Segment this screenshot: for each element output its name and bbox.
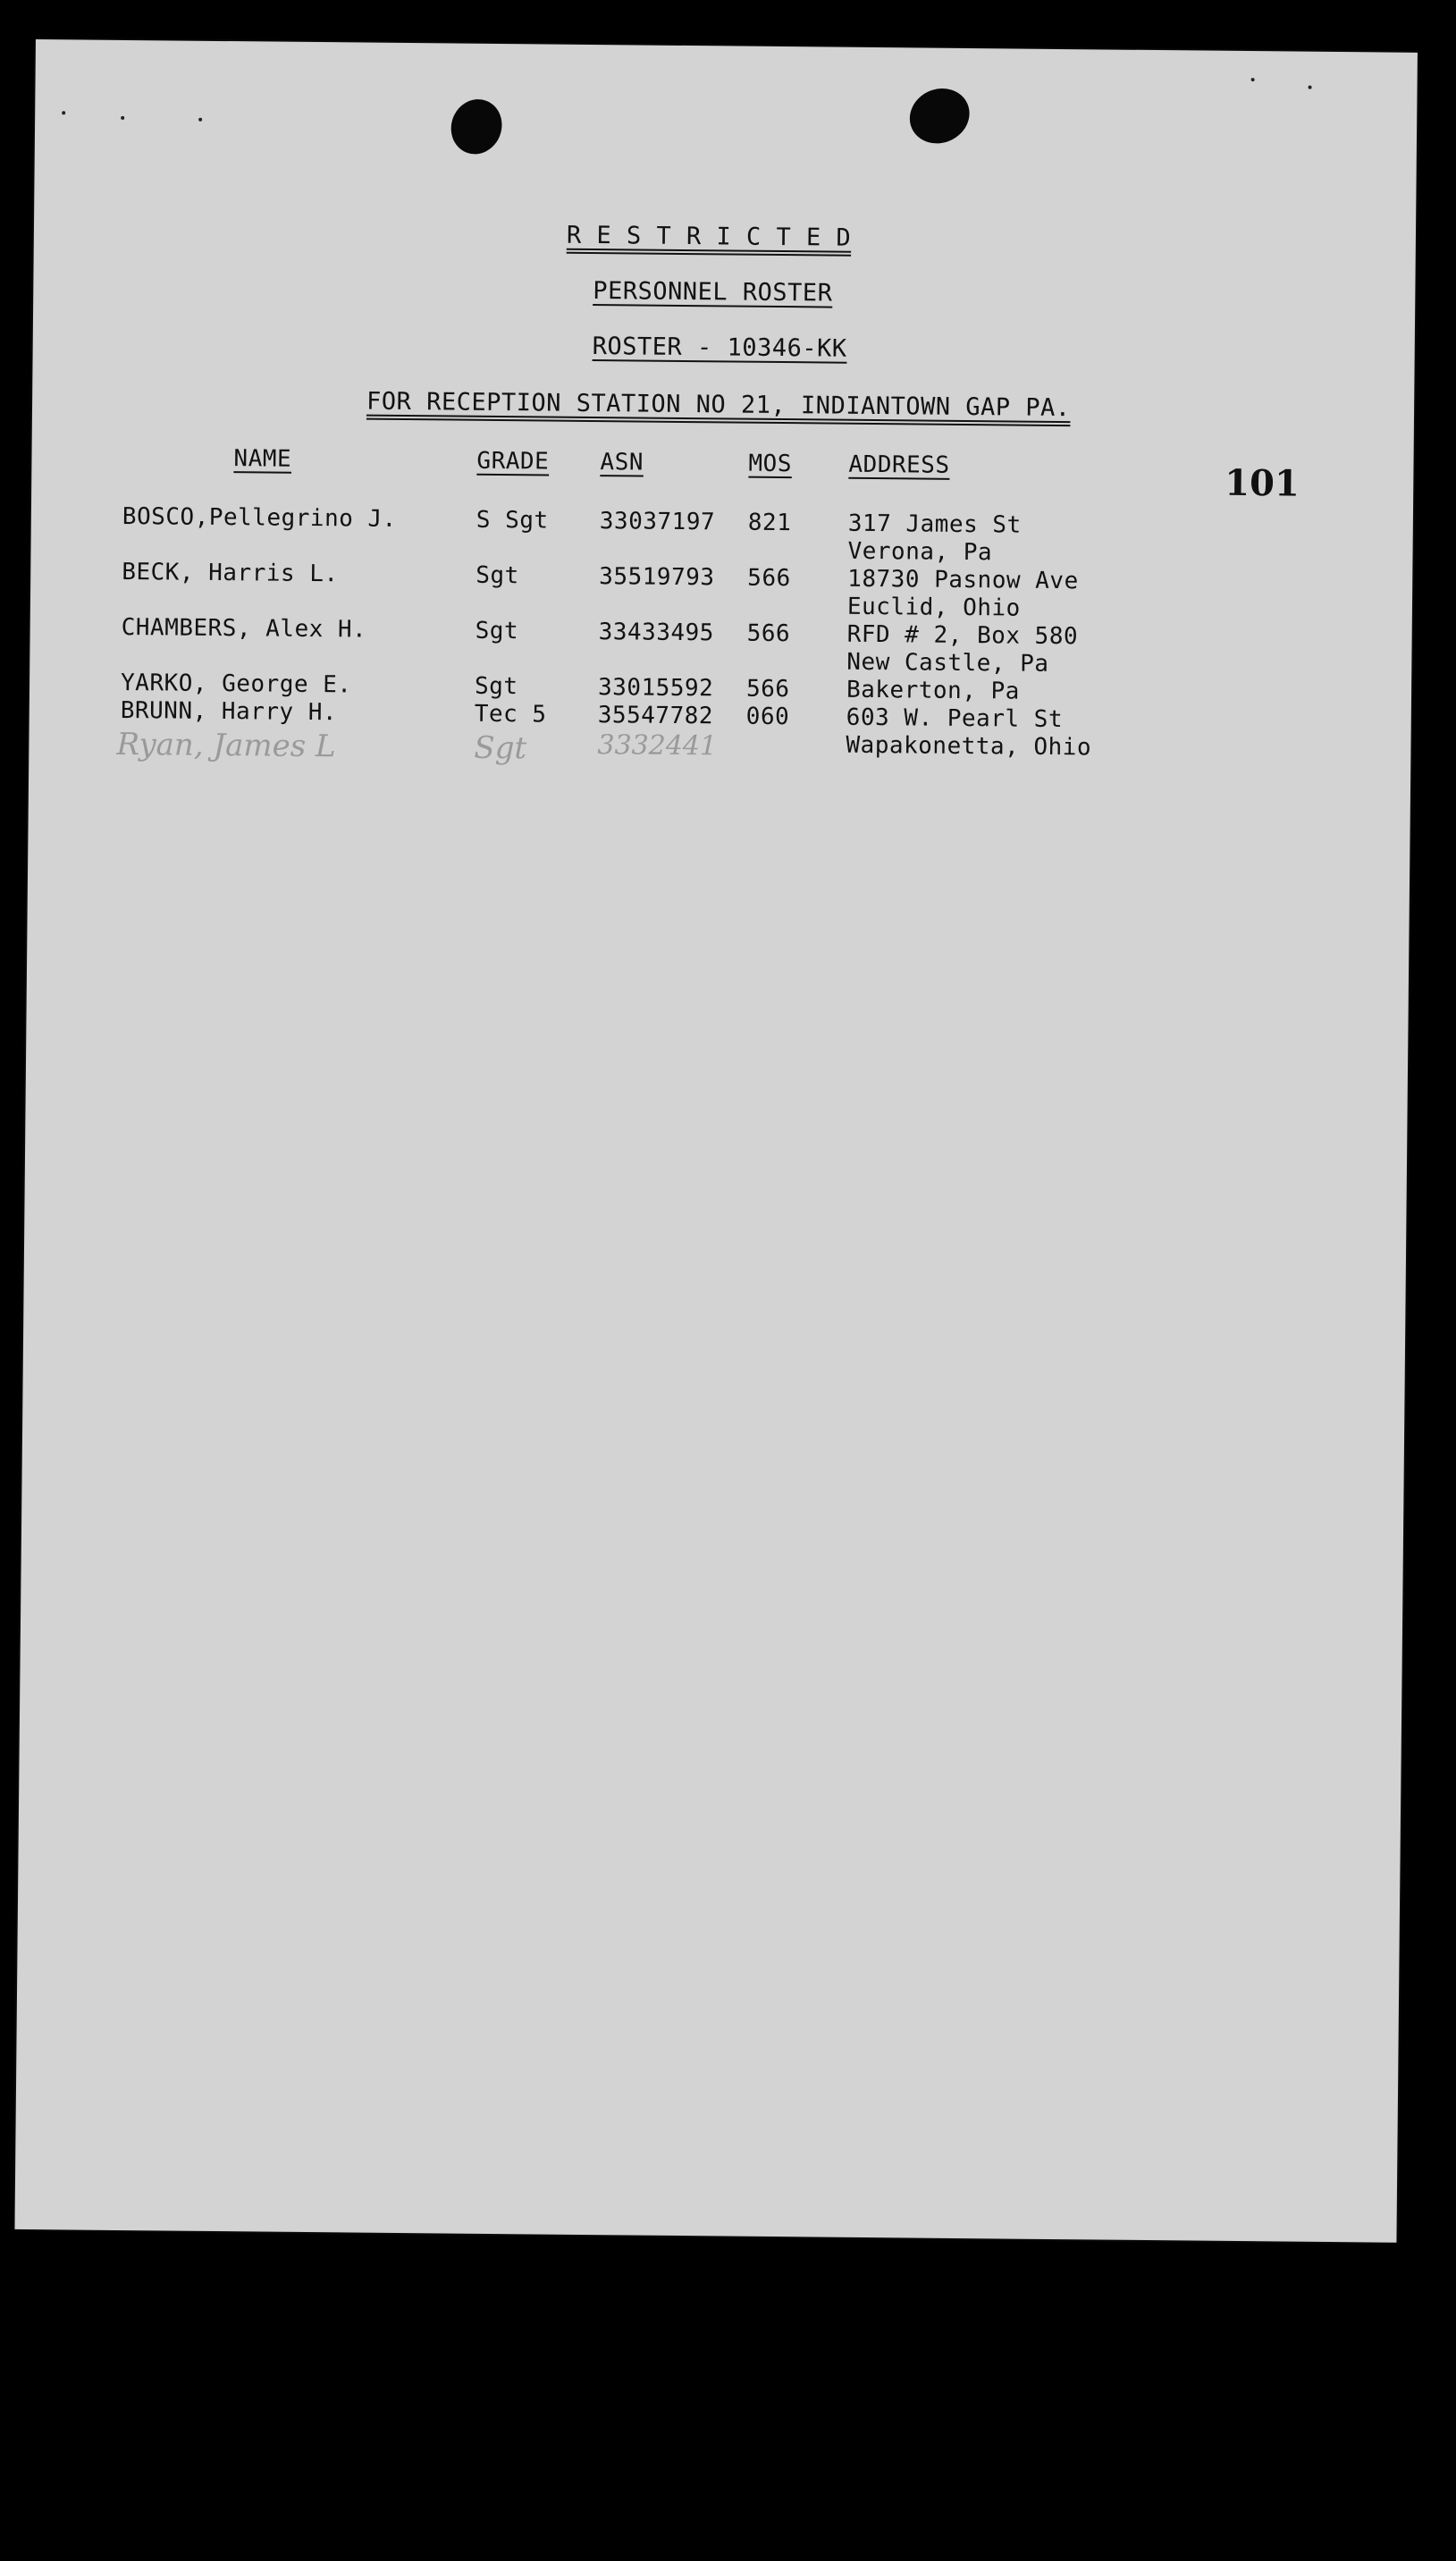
column-header-asn: ASN — [600, 449, 644, 476]
row-grade: S Sgt — [476, 506, 549, 535]
column-header-name: NAME — [233, 445, 292, 473]
row-address-line1: Bakerton, Pa — [846, 676, 1021, 705]
row-address-line2: Euclid, Ohio — [846, 593, 1021, 622]
row-grade: Sgt — [475, 617, 519, 645]
row-mos: 566 — [747, 564, 791, 593]
roster-number: ROSTER - 10346-KK — [592, 332, 847, 363]
row-address-line1: 317 James St — [847, 510, 1022, 539]
row-asn: 33037197 — [599, 508, 716, 536]
page-number: 101 — [1225, 461, 1300, 505]
row-mos: 566 — [745, 675, 790, 703]
column-header-grade: GRADE — [476, 447, 550, 476]
station-heading: FOR RECEPTION STATION NO 21, INDIANTOWN GAP PA. — [366, 387, 1071, 423]
row-address-line1: 18730 Pasnow Ave — [847, 565, 1079, 595]
row-name: BRUNN, Harry H. — [120, 696, 338, 727]
speck — [62, 111, 65, 114]
document-title: PERSONNEL ROSTER — [593, 276, 833, 307]
document-page — [14, 39, 1417, 2243]
speck — [198, 118, 202, 122]
punch-hole — [901, 79, 979, 153]
row-mos: 060 — [745, 703, 790, 731]
speck — [1309, 86, 1312, 89]
speck — [1251, 78, 1255, 81]
row-address-line1: RFD # 2, Box 580 — [846, 620, 1079, 651]
row-address-line2: New Castle, Pa — [846, 648, 1049, 678]
row-mos: 821 — [747, 509, 792, 537]
speck — [121, 116, 124, 120]
row-name: BECK, Harris L. — [122, 558, 339, 588]
handwritten-asn: 3332441 — [597, 729, 718, 762]
row-mos: 566 — [746, 619, 791, 648]
punch-hole — [443, 92, 509, 162]
row-grade: Sgt — [474, 672, 518, 701]
row-name: YARKO, George E. — [120, 669, 352, 699]
classification-heading: R E S T R I C T E D — [566, 221, 852, 252]
row-address-line1: 603 W. Pearl St — [846, 703, 1064, 734]
column-header-address: ADDRESS — [848, 451, 950, 479]
row-name: BOSCO,Pellegrino J. — [122, 502, 397, 533]
row-asn: 35547782 — [597, 702, 714, 730]
row-grade: Tec 5 — [474, 700, 547, 729]
row-asn: 33015592 — [597, 674, 714, 703]
row-asn: 35519793 — [599, 563, 715, 592]
handwritten-name: Ryan, James L — [116, 726, 336, 765]
row-address-line2: Wapakonetta, Ohio — [846, 731, 1092, 762]
handwritten-grade: Sgt — [474, 729, 527, 767]
row-grade: Sgt — [476, 561, 519, 590]
row-name: CHAMBERS, Alex H. — [121, 613, 367, 644]
row-address-line2: Verona, Pa — [847, 537, 993, 567]
column-header-mos: MOS — [748, 450, 793, 478]
row-asn: 33433495 — [598, 619, 715, 647]
